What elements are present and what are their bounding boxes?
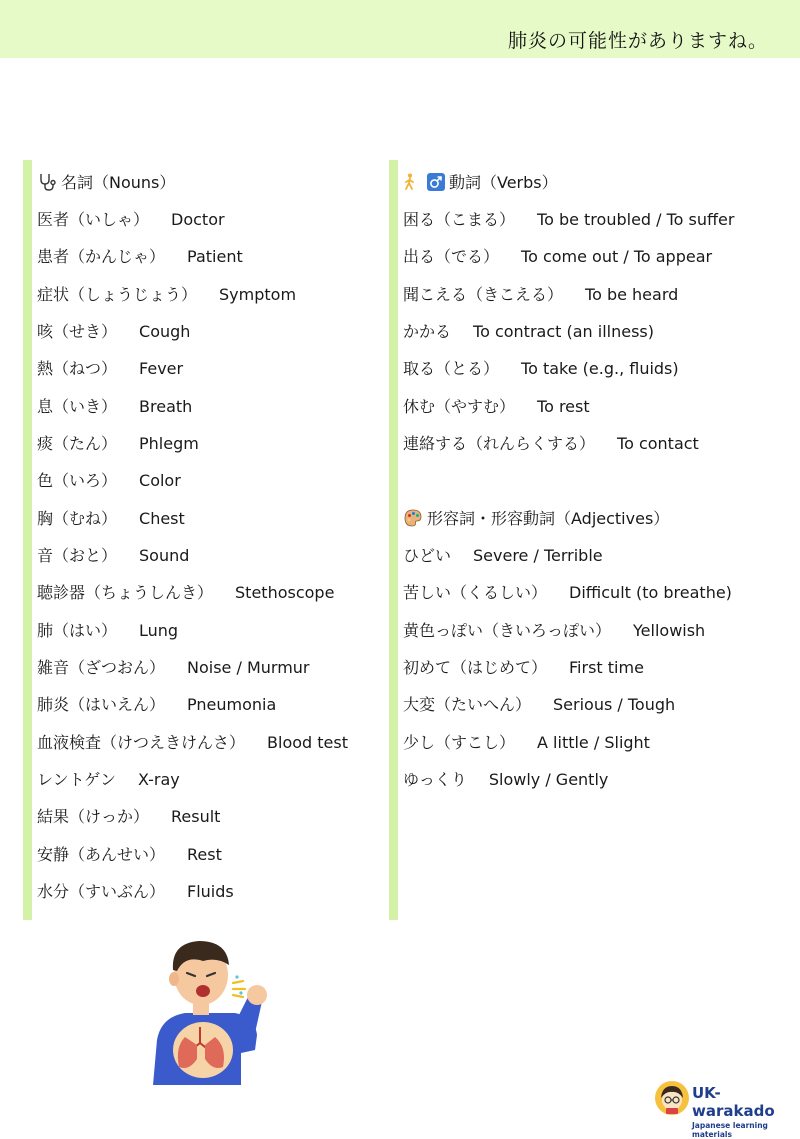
jp-term: 色（いろ） <box>37 471 118 490</box>
list-item <box>403 730 650 753</box>
jp-term: 出る（でる） <box>403 247 500 266</box>
list-item <box>37 730 348 753</box>
en-term: First time <box>569 658 644 677</box>
list-item <box>37 282 296 305</box>
list-item <box>37 618 178 641</box>
list-item <box>37 767 180 790</box>
list-item <box>403 692 675 715</box>
jp-term: 血液検査（けつえきけんさ） <box>37 733 246 752</box>
jp-term: 肺（はい） <box>37 621 118 640</box>
en-term: Slowly / Gently <box>488 770 609 789</box>
brand-logo <box>654 1080 784 1139</box>
jp-term: 聴診器（ちょうしんき） <box>37 583 214 602</box>
en-term: Rest <box>187 845 222 864</box>
list-item <box>403 282 678 305</box>
person-walking-icon <box>403 173 423 191</box>
en-term: Symptom <box>219 285 297 304</box>
jp-term: 肺炎（はいえん） <box>37 695 166 714</box>
en-term: Noise / Murmur <box>187 658 310 677</box>
jp-term: 大変（たいへん） <box>403 695 532 714</box>
verbs-section-title <box>403 170 558 193</box>
en-term: Result <box>171 807 221 826</box>
list-item <box>37 506 185 529</box>
en-term: Doctor <box>171 210 225 229</box>
page-title: 肺炎の可能性がありますね。 <box>507 30 768 52</box>
jp-term: 黄色っぽい（きいろっぽい） <box>403 621 612 640</box>
logo-name: UK-warakado <box>692 1084 775 1120</box>
list-item <box>403 618 705 641</box>
jp-term: 水分（すいぶん） <box>37 882 166 901</box>
list-item <box>37 244 243 267</box>
en-term: Color <box>139 471 181 490</box>
en-term: Pneumonia <box>187 695 277 714</box>
jp-term: レントゲン <box>37 770 116 789</box>
jp-term: 音（おと） <box>37 546 118 565</box>
en-term: Fluids <box>187 882 234 901</box>
en-term: Blood test <box>267 733 348 752</box>
jp-term: 聞こえる（きこえる） <box>403 285 564 304</box>
jp-term: ゆっくり <box>403 770 467 789</box>
list-item <box>403 207 734 230</box>
en-term: To contract (an illness) <box>473 322 654 341</box>
en-term: Yellowish <box>633 621 706 640</box>
en-term: To be heard <box>585 285 679 304</box>
logo-mascot-icon <box>654 1080 690 1116</box>
jp-term: 胸（むね） <box>37 509 118 528</box>
list-item <box>403 356 679 379</box>
jp-term: 咳（せき） <box>37 322 118 341</box>
en-term: Lung <box>139 621 179 640</box>
list-item <box>403 543 603 566</box>
jp-term: 痰（たん） <box>37 434 118 453</box>
en-term: Difficult (to breathe) <box>569 583 732 602</box>
jp-term: 息（いき） <box>37 397 118 416</box>
jp-term: ひどい <box>403 546 452 565</box>
en-term: To contact <box>617 434 699 453</box>
jp-term: 熱（ねつ） <box>37 359 118 378</box>
list-item <box>403 319 654 342</box>
en-term: Severe / Terrible <box>473 546 603 565</box>
jp-term: 初めて（はじめて） <box>403 658 548 677</box>
jp-term: 連絡する（れんらくする） <box>403 434 596 453</box>
list-item <box>403 767 608 790</box>
adjectives-section-title <box>403 506 669 529</box>
jp-term: 困る（こまる） <box>403 210 516 229</box>
list-item <box>37 580 334 603</box>
list-item <box>37 319 190 342</box>
en-term: A little / Slight <box>537 733 650 752</box>
jp-term: 症状（しょうじょう） <box>37 285 198 304</box>
jp-term: 患者（かんじゃ） <box>37 247 166 266</box>
jp-term: 少し（すこし） <box>403 733 516 752</box>
list-item <box>37 655 310 678</box>
jp-term: 苦しい（くるしい） <box>403 583 548 602</box>
en-term: Sound <box>139 546 190 565</box>
en-term: Patient <box>187 247 243 266</box>
list-item <box>37 543 189 566</box>
list-item <box>403 580 732 603</box>
en-term: To come out / To appear <box>521 247 713 266</box>
nouns-column <box>23 160 377 920</box>
jp-term: 雑音（ざつおん） <box>37 658 166 677</box>
en-term: To be troubled / To suffer <box>537 210 735 229</box>
list-item <box>37 356 183 379</box>
stethoscope-icon <box>37 173 57 191</box>
list-item <box>37 692 276 715</box>
list-item <box>403 655 644 678</box>
en-term: X-ray <box>137 770 180 789</box>
en-term: To rest <box>537 397 590 416</box>
list-item <box>403 431 699 454</box>
coughing-person-illustration <box>145 935 275 1085</box>
list-item <box>37 879 234 902</box>
nouns-title-text: 名詞（Nouns） <box>61 173 176 192</box>
verbs-adjectives-column <box>389 160 798 920</box>
en-term: Breath <box>139 397 193 416</box>
en-term: To take (e.g., fluids) <box>521 359 679 378</box>
palette-icon <box>403 509 423 527</box>
en-term: Fever <box>139 359 184 378</box>
jp-term: 結果（けっか） <box>37 807 150 826</box>
header-banner <box>0 0 800 58</box>
jp-term: 休む（やすむ） <box>403 397 516 416</box>
verbs-title-text: 動詞（Verbs） <box>449 173 558 192</box>
en-term: Cough <box>139 322 191 341</box>
list-item <box>37 804 220 827</box>
logo-tagline: Japanese learning materials <box>692 1121 768 1139</box>
list-item <box>37 468 181 491</box>
jp-term: かかる <box>403 322 452 341</box>
list-item <box>403 244 712 267</box>
list-item <box>37 394 192 417</box>
male-sign-icon <box>427 173 445 191</box>
nouns-section-title <box>37 170 175 193</box>
en-term: Serious / Tough <box>553 695 676 714</box>
list-item <box>37 207 225 230</box>
jp-term: 安静（あんせい） <box>37 845 166 864</box>
list-item <box>403 394 590 417</box>
jp-term: 医者（いしゃ） <box>37 210 150 229</box>
en-term: Stethoscope <box>235 583 335 602</box>
adjectives-title-text: 形容詞・形容動詞（Adjectives） <box>427 509 670 528</box>
list-item <box>37 842 222 865</box>
en-term: Chest <box>139 509 185 528</box>
jp-term: 取る（とる） <box>403 359 500 378</box>
en-term: Phlegm <box>139 434 199 453</box>
list-item <box>37 431 199 454</box>
